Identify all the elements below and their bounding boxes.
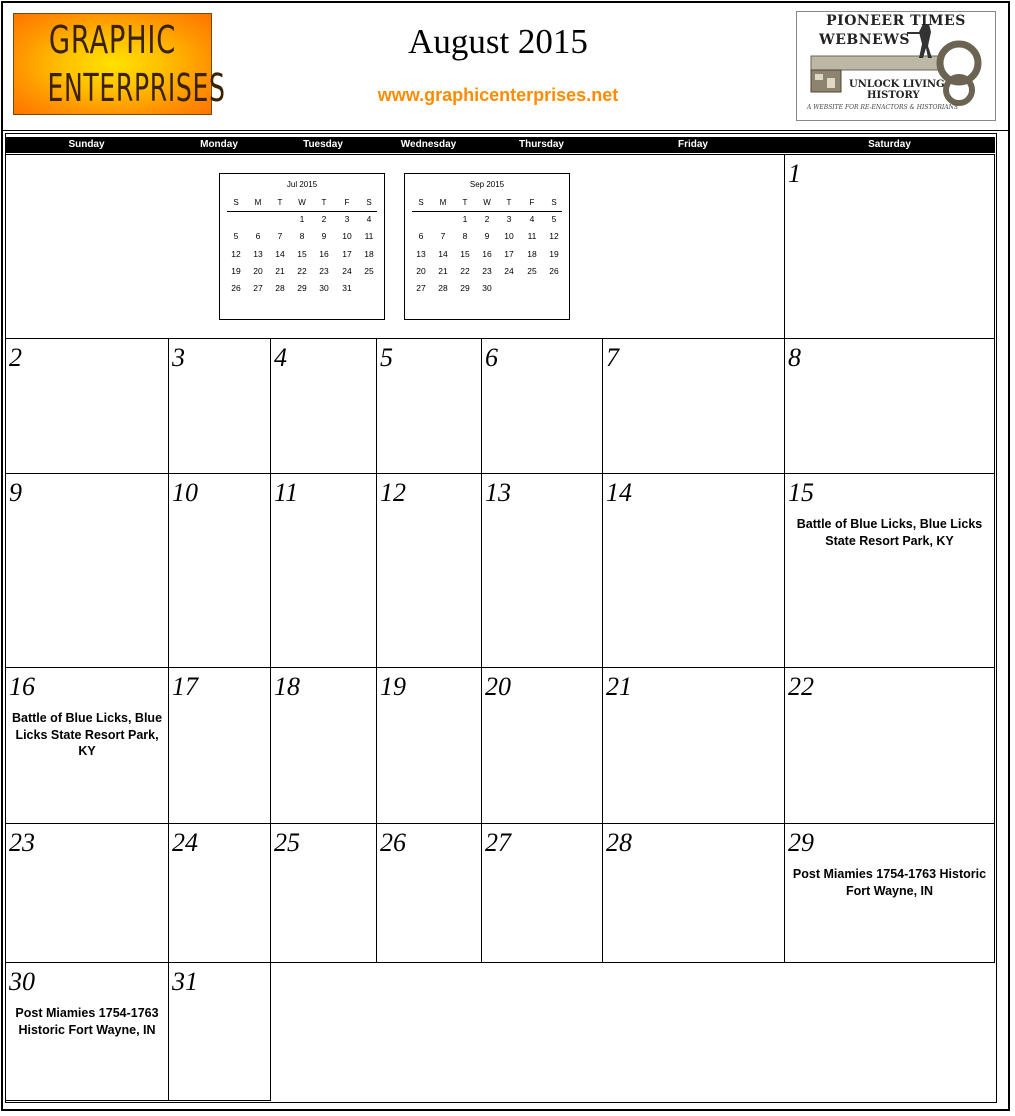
- mini-day: 23: [319, 265, 329, 276]
- day-cell[interactable]: [5, 338, 169, 474]
- mini-weekday: T: [462, 198, 468, 207]
- mini-day: 20: [253, 265, 263, 276]
- mini-day: 4: [366, 214, 372, 224]
- mini-day: 25: [364, 265, 374, 276]
- day-cell[interactable]: [602, 338, 785, 474]
- page-title: August 2015: [408, 22, 588, 61]
- day-number: 24: [172, 828, 198, 857]
- mini-day: 17: [504, 248, 514, 259]
- mini-day: 8: [462, 231, 468, 242]
- graphic-enterprises-logo: [13, 13, 226, 115]
- day-cell[interactable]: [376, 667, 482, 824]
- empty-week-cells: [5, 154, 785, 339]
- mini-weekday: F: [529, 198, 535, 207]
- pioneer-times-logo: [796, 11, 996, 121]
- day-cell[interactable]: [376, 338, 482, 474]
- logo-right-line1: PIONEER TIMES: [826, 13, 966, 29]
- mini-weekday: T: [506, 198, 512, 207]
- day-cell[interactable]: [5, 473, 169, 668]
- day-number: 7: [606, 343, 619, 372]
- mini-day: 21: [438, 265, 448, 276]
- day-number: 3: [172, 343, 185, 372]
- mini-day: 6: [255, 231, 261, 242]
- day-cell[interactable]: [481, 338, 603, 474]
- day-number: 29: [788, 828, 814, 857]
- mini-calendar-jul: [219, 173, 385, 320]
- mini-day: 2: [484, 214, 490, 224]
- mini-day: 31: [342, 283, 352, 294]
- day-cell[interactable]: [784, 823, 995, 963]
- mini-day: 9: [484, 231, 490, 242]
- mini-day: 5: [233, 231, 239, 242]
- mini-day: 18: [364, 248, 374, 259]
- day-cell[interactable]: [270, 338, 377, 474]
- mini-weekday: T: [277, 198, 283, 207]
- day-number: 19: [380, 672, 406, 701]
- day-number: 18: [274, 672, 300, 701]
- mini-day: 22: [297, 265, 307, 276]
- day-number: 5: [380, 343, 393, 372]
- mini-day: 7: [277, 231, 283, 242]
- logo-right-line3: UNLOCK LIVING: [849, 79, 945, 90]
- mini-day: 19: [231, 265, 241, 276]
- weekday-thursday: Thursday: [518, 139, 564, 150]
- mini-day: 9: [321, 231, 327, 242]
- mini-day: 8: [299, 231, 305, 242]
- mini-day: 30: [319, 283, 329, 294]
- day-number: 21: [606, 672, 632, 701]
- mini-day: 24: [504, 265, 514, 276]
- day-cell[interactable]: [376, 473, 482, 668]
- day-number: 14: [606, 478, 632, 507]
- day-number: 30: [9, 967, 35, 996]
- day-cell[interactable]: [481, 473, 603, 668]
- day-number: 27: [485, 828, 511, 857]
- mini-day: 11: [527, 231, 537, 242]
- mini-day: 15: [460, 248, 470, 259]
- day-cell[interactable]: [481, 823, 603, 963]
- day-event: Post Miamies 1754-1763 Historic Fort Wayne, IN: [15, 1006, 159, 1037]
- day-number: 15: [788, 478, 814, 507]
- mini-day: 24: [342, 265, 352, 276]
- mini-divider: [412, 211, 562, 212]
- mini-day: 27: [253, 283, 263, 294]
- mini-day: 15: [297, 248, 307, 259]
- mini-day: 6: [418, 231, 424, 242]
- mini-day: 27: [416, 283, 426, 294]
- mini-weekday: S: [551, 198, 557, 207]
- day-cell[interactable]: [784, 338, 995, 474]
- mini-day: 1: [462, 214, 468, 224]
- mini-weekday: S: [233, 198, 239, 207]
- day-cell[interactable]: [168, 338, 271, 474]
- mini-day: 12: [231, 248, 241, 259]
- mini-calendar-title: Jul 2015: [286, 180, 318, 189]
- mini-day: 19: [549, 248, 559, 259]
- mini-day: 16: [482, 248, 492, 259]
- mini-day: 13: [416, 248, 426, 259]
- mini-weekday: F: [344, 198, 350, 207]
- day-cell[interactable]: [784, 154, 995, 339]
- logo-right-line5: A WEBSITE FOR RE-ENACTORS & HISTORIANS: [807, 104, 958, 111]
- day-number: 16: [9, 672, 35, 701]
- weekday-wednesday: Wednesday: [400, 139, 457, 150]
- day-number: 20: [485, 672, 511, 701]
- day-cell[interactable]: [784, 667, 995, 824]
- website-link[interactable]: www.graphicenterprises.net: [377, 85, 619, 105]
- mini-calendar-title: Sep 2015: [469, 180, 505, 189]
- day-number: 28: [606, 828, 632, 857]
- mini-day: 20: [416, 265, 426, 276]
- day-number: 10: [172, 478, 198, 507]
- day-cell[interactable]: [602, 667, 785, 824]
- day-cell[interactable]: [376, 823, 482, 963]
- day-cell[interactable]: [270, 667, 377, 824]
- mini-day: 21: [275, 265, 285, 276]
- mini-day: 30: [482, 283, 492, 294]
- mini-day: 3: [506, 214, 512, 224]
- day-event: Battle of Blue Licks, Blue Licks State Resort Park, KY: [796, 517, 983, 548]
- logo-right-line4: HISTORY: [867, 90, 920, 101]
- mini-day: 16: [319, 248, 329, 259]
- mini-day: 11: [364, 231, 374, 242]
- day-cell[interactable]: [270, 473, 377, 668]
- mini-day: 7: [440, 231, 446, 242]
- mini-day: 22: [460, 265, 470, 276]
- day-number: 22: [788, 672, 814, 701]
- mini-day: 28: [438, 283, 448, 294]
- day-number: 17: [172, 672, 198, 701]
- day-number: 23: [9, 828, 35, 857]
- day-cell[interactable]: [602, 473, 785, 668]
- day-number: 1: [788, 159, 801, 188]
- logo-right-line2: WEBNEWS: [819, 32, 911, 48]
- day-number: 11: [274, 478, 299, 507]
- day-number: 4: [274, 343, 287, 372]
- mini-day: 18: [527, 248, 537, 259]
- weekday-monday: Monday: [200, 139, 238, 150]
- weekday-friday: Friday: [677, 139, 708, 150]
- weekday-tuesday: Tuesday: [303, 139, 343, 150]
- mini-day: 1: [299, 214, 305, 224]
- day-number: 2: [9, 343, 22, 372]
- header-divider: [3, 130, 1008, 131]
- mini-day: 2: [321, 214, 327, 224]
- mini-day: 4: [529, 214, 535, 224]
- weekday-header-bar: [5, 137, 995, 153]
- day-number: 8: [788, 343, 801, 372]
- mini-day: 26: [549, 265, 559, 276]
- day-event: Post Miamies 1754-1763 Historic Fort Wayne, IN: [792, 867, 987, 898]
- day-number: 31: [172, 967, 198, 996]
- logo-left-line1: GRAPHIC: [48, 18, 177, 62]
- mini-weekday: S: [366, 198, 372, 207]
- mini-day: 28: [275, 283, 285, 294]
- day-number: 9: [9, 478, 22, 507]
- mini-day: 29: [297, 283, 307, 294]
- mini-day: 14: [275, 248, 285, 259]
- mini-weekday: S: [418, 198, 424, 207]
- mini-weekday: M: [254, 198, 262, 207]
- day-number: 13: [485, 478, 511, 507]
- mini-day: 3: [344, 214, 350, 224]
- logo-left-line2: ENTERPRISES: [47, 66, 226, 110]
- mini-day: 26: [231, 283, 241, 294]
- day-cell[interactable]: [602, 823, 785, 963]
- weekday-sunday: Sunday: [68, 139, 105, 150]
- day-number: 25: [274, 828, 300, 857]
- mini-divider: [227, 211, 377, 212]
- mini-day: 14: [438, 248, 448, 259]
- day-cell[interactable]: [481, 667, 603, 824]
- day-number: 26: [380, 828, 406, 857]
- mini-weekday: W: [483, 198, 491, 207]
- day-cell[interactable]: [168, 473, 271, 668]
- mini-day: 23: [482, 265, 492, 276]
- mini-day: 5: [551, 214, 557, 224]
- day-number: 6: [485, 343, 498, 372]
- mini-day: 10: [342, 231, 352, 242]
- mini-day: 10: [504, 231, 514, 242]
- day-event: Battle of Blue Licks, Blue Licks State Resort Park, KY: [11, 711, 163, 758]
- day-cell[interactable]: [168, 667, 271, 824]
- mini-weekday: T: [321, 198, 327, 207]
- mini-day: 29: [460, 283, 470, 294]
- mini-weekday: M: [439, 198, 447, 207]
- mini-calendar-sep: [404, 173, 570, 320]
- mini-weekday: W: [298, 198, 306, 207]
- day-cell[interactable]: [270, 823, 377, 963]
- day-cell[interactable]: [784, 473, 995, 668]
- day-cell[interactable]: [5, 823, 169, 963]
- day-number: 12: [380, 478, 406, 507]
- weekday-saturday: Saturday: [868, 139, 911, 150]
- mini-day: 17: [342, 248, 352, 259]
- mini-day: 13: [253, 248, 263, 259]
- day-cell[interactable]: [5, 962, 169, 1101]
- mini-day: 25: [527, 265, 537, 276]
- day-cell[interactable]: [5, 667, 169, 824]
- mini-day: 12: [549, 231, 559, 242]
- day-cell[interactable]: [168, 962, 271, 1101]
- day-cell[interactable]: [168, 823, 271, 963]
